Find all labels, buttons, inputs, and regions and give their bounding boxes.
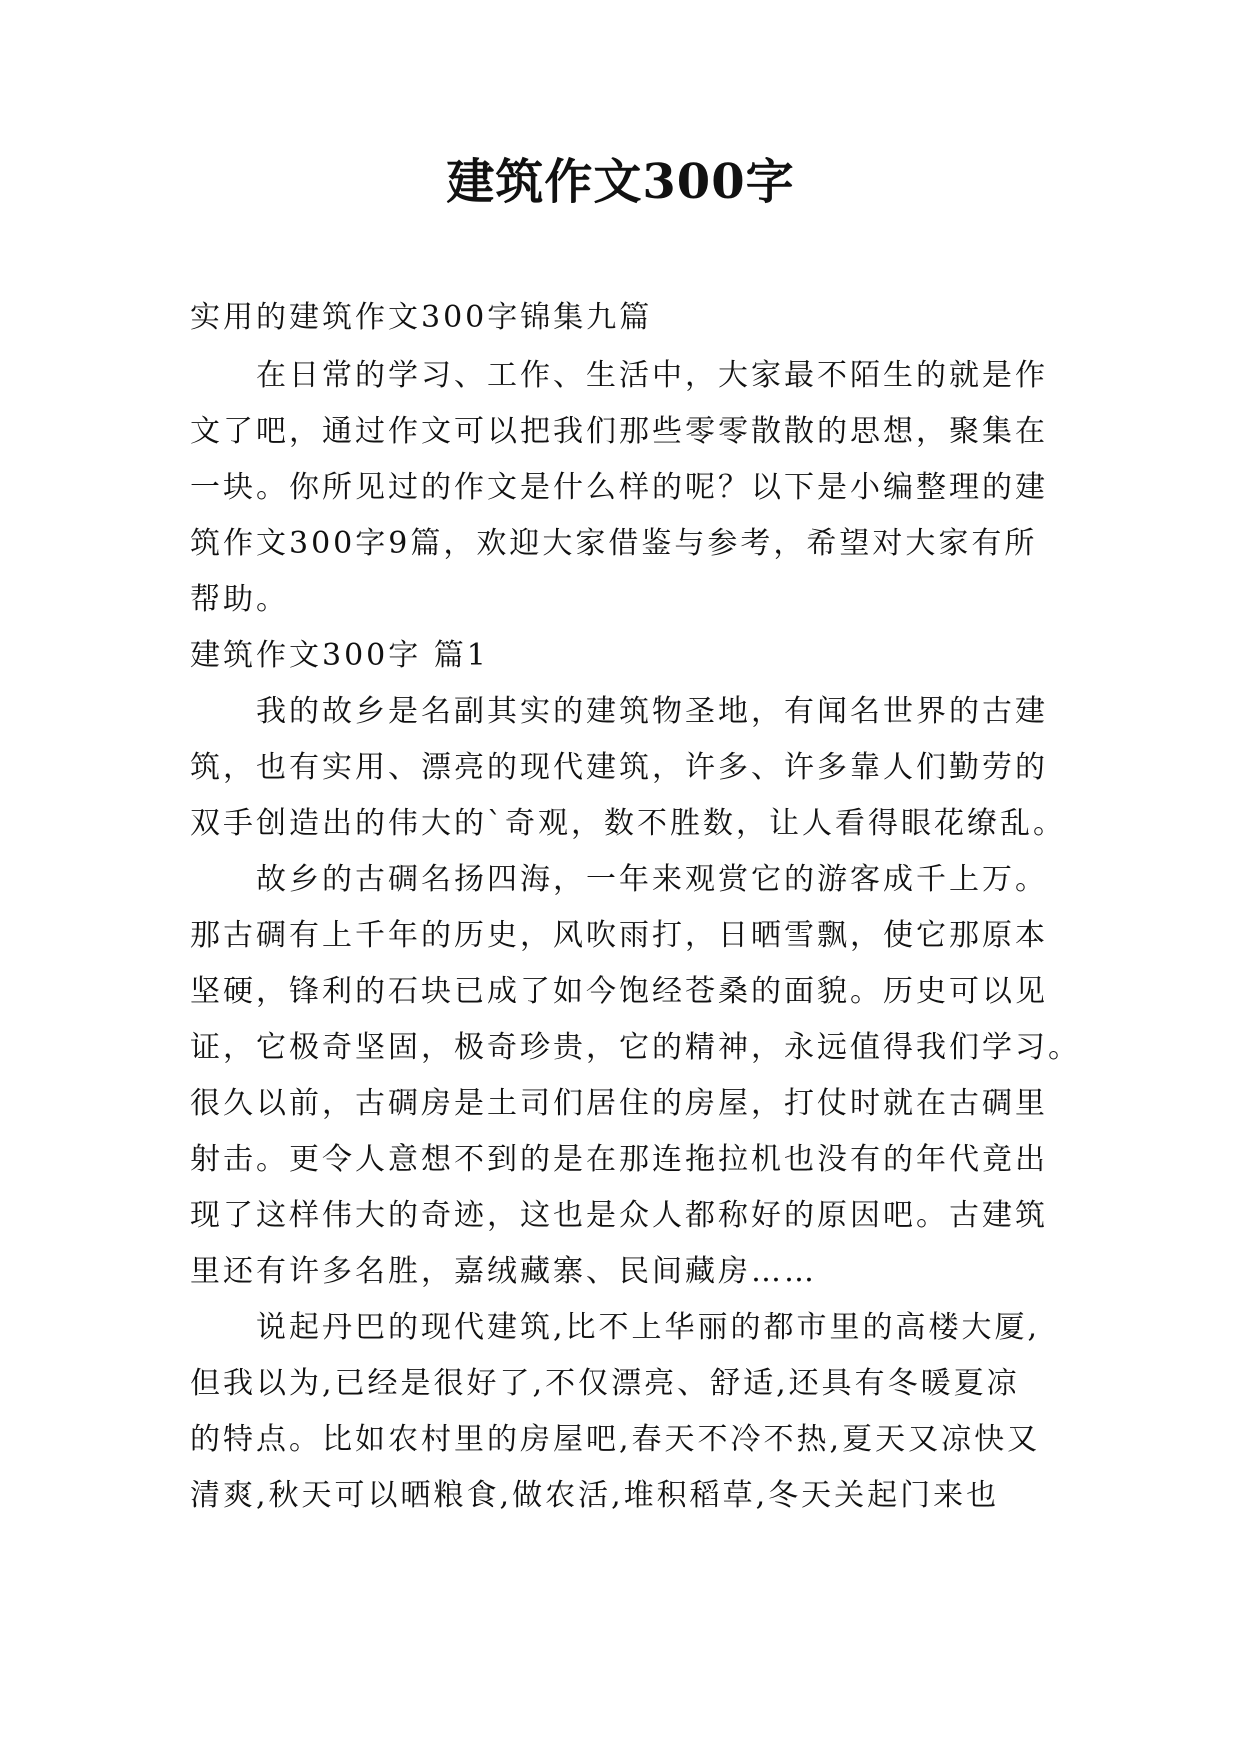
paragraph-line: 双手创造出的伟大的`奇观，数不胜数，让人看得眼花缭乱。 <box>190 806 1066 841</box>
paragraph-line: 证，它极奇坚固，极奇珍贵，它的精神，永远值得我们学习。 <box>190 1030 1081 1065</box>
intro-line: 文了吧，通过作文可以把我们那些零零散散的思想，聚集在 <box>190 414 1048 449</box>
paragraph-line: 坚硬，锋利的石块已成了如今饱经苍桑的面貌。历史可以见 <box>190 974 1048 1009</box>
paragraph-line: 现了这样伟大的奇迹，这也是众人都称好的原因吧。古建筑 <box>190 1198 1048 1233</box>
paragraph-1 <box>190 684 1066 852</box>
paragraph-line: 说起丹巴的现代建筑,比不上华丽的都市里的高楼大厦, <box>190 1310 1041 1345</box>
paragraph-line: 清爽,秋天可以晒粮食,做农活,堆积稻草,冬天关起门来也 <box>190 1478 1000 1513</box>
intro-line: 筑作文300字9篇，欢迎大家借鉴与参考，希望对大家有所 <box>190 526 1038 561</box>
section-heading: 建筑作文300字 篇1 <box>190 638 489 673</box>
paragraph-line: 射击。更令人意想不到的是在那连拖拉机也没有的年代竟出 <box>190 1142 1048 1177</box>
paragraph-line: 筑，也有实用、漂亮的现代建筑，许多、许多靠人们勤劳的 <box>190 750 1048 785</box>
document-subtitle: 实用的建筑作文300字锦集九篇 <box>190 300 653 335</box>
paragraph-line: 但我以为,已经是很好了,不仅漂亮、舒适,还具有冬暖夏凉 <box>190 1366 1020 1401</box>
paragraph-line: 里还有许多名胜，嘉绒藏寨、民间藏房…… <box>190 1254 817 1289</box>
intro-line: 一块。你所见过的作文是什么样的呢？以下是小编整理的建 <box>190 470 1048 505</box>
intro-paragraph <box>190 348 1060 628</box>
intro-line: 在日常的学习、工作、生活中，大家最不陌生的就是作 <box>190 358 1048 393</box>
paragraph-line: 我的故乡是名副其实的建筑物圣地，有闻名世界的古建 <box>190 694 1048 729</box>
paragraph-line: 那古碉有上千年的历史，风吹雨打，日晒雪飘，使它那原本 <box>190 918 1048 953</box>
paragraph-line: 很久以前，古碉房是土司们居住的房屋，打仗时就在古碉里 <box>190 1086 1048 1121</box>
paragraph-line: 的特点。比如农村里的房屋吧,春天不冷不热,夏天又凉快又 <box>190 1422 1041 1457</box>
paragraph-3 <box>190 1300 1060 1524</box>
intro-line: 帮助。 <box>190 582 289 617</box>
paragraph-2 <box>190 852 1081 1300</box>
document-body <box>190 290 1081 1524</box>
document-title: 建筑作文300字 <box>446 154 795 210</box>
paragraph-line: 故乡的古碉名扬四海，一年来观赏它的游客成千上万。 <box>190 862 1048 897</box>
